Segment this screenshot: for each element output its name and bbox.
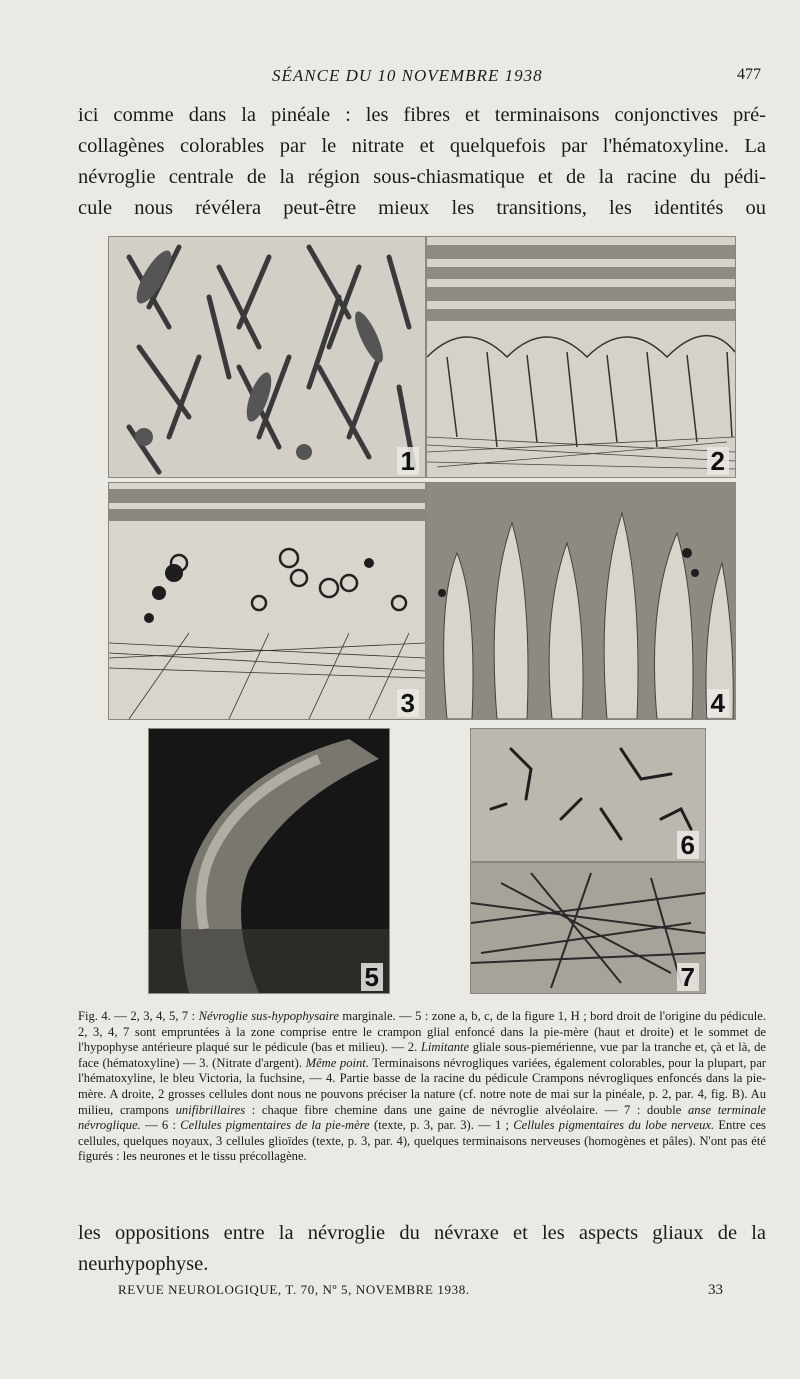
plate-5-photo [149,729,389,993]
text-line: neurhypophyse. [78,1253,209,1275]
figure-plate-6 [470,728,706,862]
plate-number: 4 [707,689,729,717]
caption-italic: Cellules pigmentaires de la pie-mère [180,1118,370,1133]
caption-italic: anse terminale névroglique. [78,1102,766,1133]
caption-part: marginale. — 5 : zone a, b, c, de la figure 1, H ; bord droit de l'origine du pédicule. 2, 3, 4, 7 sont empruntées à la zone comprise entre le crampon glial enfoncé dans la pie-mère (haut et droite) et le sommet de l'hypophyse antérieure plaqué sur le pédicule (bas et milieu). — 2. [78,1009,766,1055]
caption-italic: Même point. [305,1055,369,1070]
body-paragraph-top [78,100,766,224]
caption-part: Entre ces cellules, quelques noyaux, 3 cellules glioïdes (texte, p. 3, par. 4), quelques terminaisons nerveuses (homogènes et pâles). N'ont pas été figurés : les neurones et le tissu précollagène. [78,1118,766,1164]
caption-lead: Fig. 4. — 2, 3, 4, 5, 7 : [78,1009,199,1023]
footer-page-number: 33 [708,1282,723,1298]
text-line: névroglie centrale de la région sous-chiasmatique et de la racine du pédi- [78,166,766,188]
plate-4-drawing [427,483,735,719]
body-paragraph-bottom [78,1218,766,1280]
text-line: ici comme dans la pinéale : les fibres et terminaisons conjonctives pré- [78,104,766,126]
plate-3-drawing [109,483,425,719]
plate-1-drawing [109,237,425,477]
running-head [0,66,800,90]
plate-number: 7 [677,963,699,991]
plate-6-photo [471,729,705,861]
plate-number: 6 [677,831,699,859]
caption-italic: Cellules pigmentaires du lobe nerveux. [513,1118,715,1133]
caption-part: Terminaisons névrogliques variées, également colorables, pour la plupart, par l'hématoxyline, le bleu Victoria, la fuchsine, — 4. Partie basse de la racine du pédicule Crampons névrogliques enfoncés dans la pie-mère. A droite, 2 grosses cellules dont nous ne pouvons préciser la nature (cf. notre note de mai sur la pinéale, p. 2, par. 4, fig. B). Au milieu, crampons [78,1055,767,1117]
text-line: collagènes colorables par le nitrate et quelquefois par l'hématoxyline. La [78,135,766,157]
caption-italic: unifibrillaires [175,1102,246,1117]
figure-plate-5 [148,728,390,994]
plate-number: 5 [361,963,383,991]
figure-caption [78,1009,766,1165]
footer-journal: REVUE NEUROLOGIQUE, T. 70, Nº 5, NOVEMBRE 1938. [118,1282,470,1297]
caption-part: gliale sous-piemérienne, vue par la tranche et, çà et là, de face (hématoxyline) — 3. (Nitrate d'argent). [78,1040,766,1070]
caption-italic: Limitante [420,1040,470,1055]
plate-number: 1 [397,447,419,475]
page-footer [0,1282,800,1306]
plate-number: 3 [397,689,419,717]
caption-part: : chaque fibre chemine dans une gaine de névroglie alvéolaire. — 7 : double [251,1102,688,1117]
page-number: 477 [737,66,761,83]
plate-7-photo [471,863,705,993]
figure-plate-7 [470,862,706,994]
caption-part: — 6 : [145,1118,181,1133]
plate-number: 2 [707,447,729,475]
text-line: cule nous révélera peut-être mieux les transitions, les identités ou [78,197,766,219]
text-line: les oppositions entre la névroglie du névraxe et les aspects gliaux de la [78,1222,766,1244]
figure-plate-3 [108,482,426,720]
caption-part: (texte, p. 3, par. 3). — 1 ; [374,1118,514,1133]
figure-plate-1 [108,236,426,478]
plate-2-drawing [427,237,735,477]
figure-plate-2 [426,236,736,478]
figure-plate-4 [426,482,736,720]
running-title: SÉANCE DU 10 NOVEMBRE 1938 [272,66,543,85]
caption-title: Névroglie sus-hypophysaire [198,1009,339,1023]
